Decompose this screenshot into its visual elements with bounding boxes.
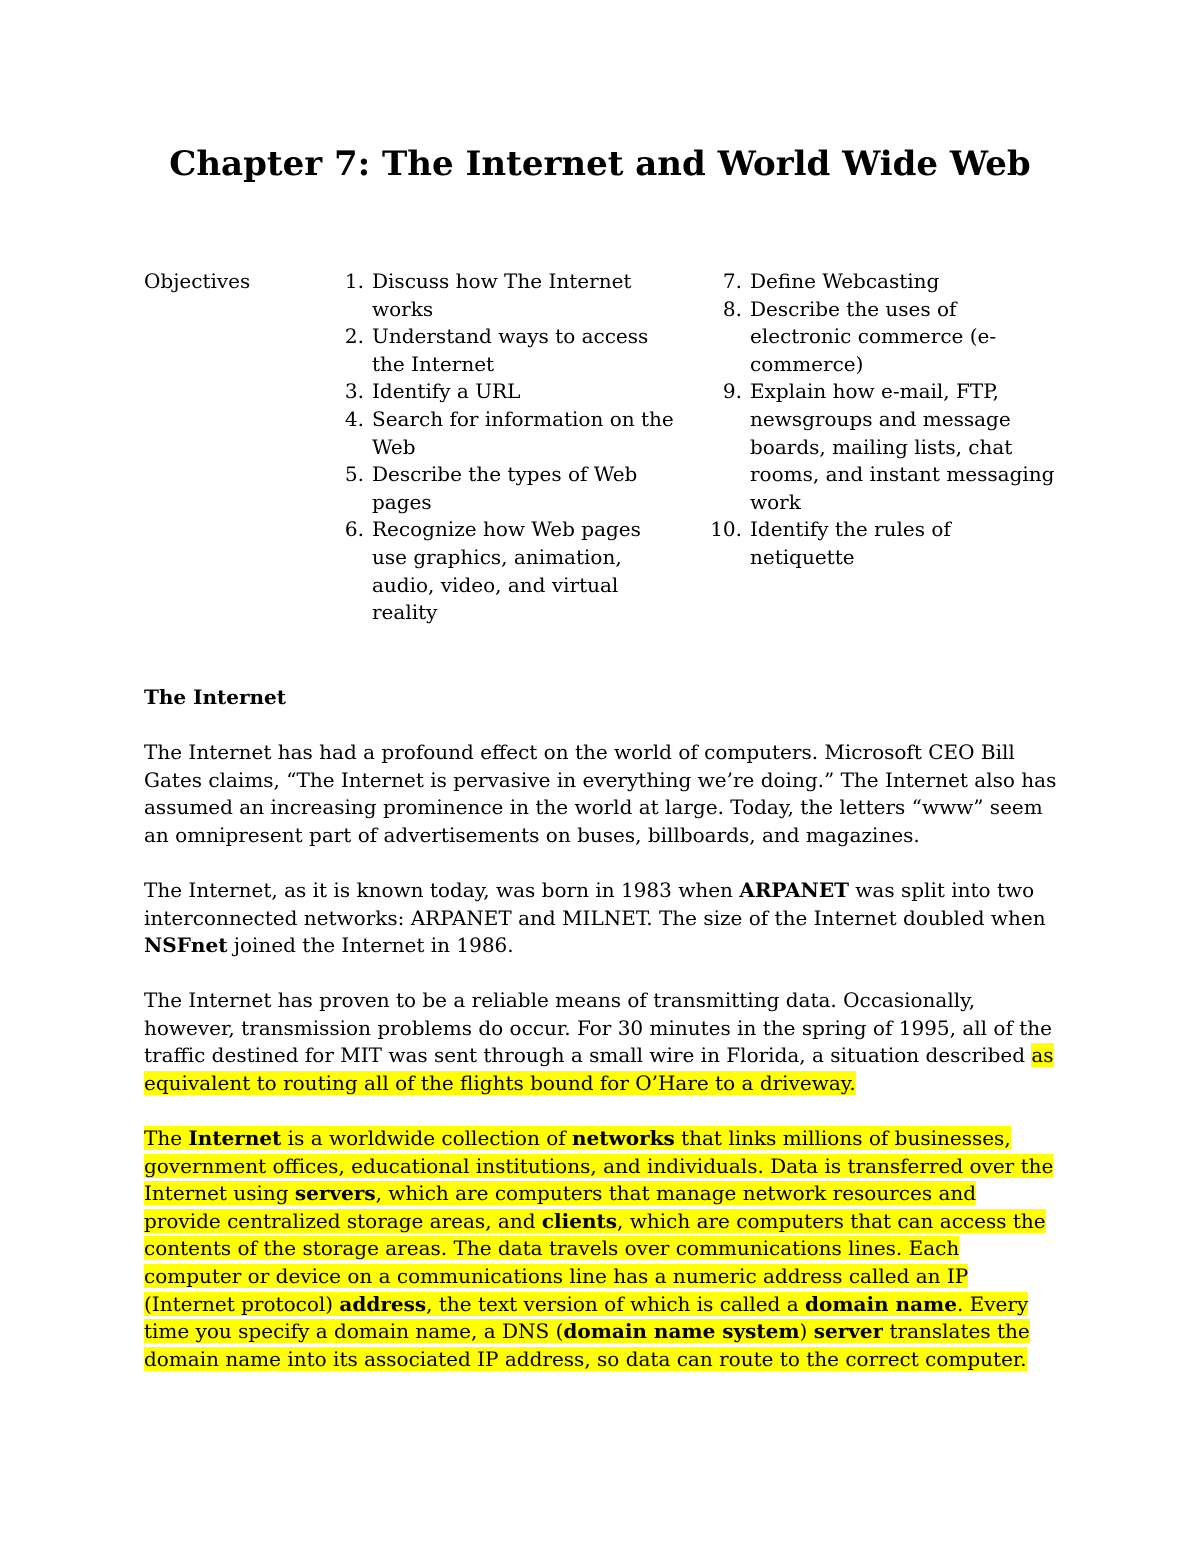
objective-text: Discuss how The Internet works bbox=[372, 269, 632, 321]
objective-text: Identify the rules of netiquette bbox=[750, 517, 951, 569]
objective-item bbox=[708, 378, 1058, 516]
text-run: The Internet, as it is known today, was born in 1983 when bbox=[144, 878, 740, 902]
highlighted-text: . Every time you specify a domain name, a DNS ( bbox=[144, 1291, 1029, 1344]
bold-term: servers bbox=[294, 1181, 376, 1206]
text-run: The Internet has had a profound effect on the world of computers. Microsoft CEO Bill Gates claims, “The Internet is pervasive in everything we’re doing.” The Internet also has assumed an increasing prominence in the world at large. Today, the letters “www” seem an omnipresent part of advertisements on buses, billboards, and magazines. bbox=[144, 740, 1057, 847]
highlighted-text: The bbox=[144, 1126, 189, 1150]
bold-term: clients bbox=[541, 1208, 618, 1233]
objective-number: 1. bbox=[344, 269, 364, 293]
highlighted-text: , the text version of which is called a bbox=[426, 1291, 805, 1316]
objective-number: 10. bbox=[710, 517, 742, 542]
objectives-list-right bbox=[708, 268, 1058, 572]
bold-term: NSFnet bbox=[144, 933, 228, 958]
objective-item bbox=[708, 268, 1058, 296]
highlighted-text: is a worldwide collection of bbox=[281, 1126, 573, 1150]
highlighted-text: that links millions of businesses, government offices, educational institutions, and individuals. Data is transferred over the Internet using bbox=[144, 1126, 1054, 1206]
objective-item bbox=[708, 516, 1058, 571]
objective-text: Search for information on the Web bbox=[372, 406, 674, 459]
objective-number: 2. bbox=[344, 324, 364, 349]
objective-text: Describe the uses of electronic commerce (e-commerce) bbox=[750, 296, 997, 376]
objective-text: Recognize how Web pages use graphics, animation, audio, video, and virtual reality bbox=[372, 517, 641, 625]
bold-term: Internet bbox=[188, 1126, 282, 1150]
bold-term: domain name bbox=[805, 1291, 957, 1316]
objective-text: Describe the types of Web pages bbox=[372, 462, 638, 514]
objective-item bbox=[708, 296, 1058, 379]
paragraph-intro bbox=[144, 739, 1059, 849]
bold-term: domain name system bbox=[563, 1319, 800, 1344]
bold-term: ARPANET bbox=[739, 878, 849, 902]
objective-number: 5. bbox=[344, 462, 364, 487]
highlighted-text: , which are computers that can access the contents of the storage areas. The data travels over communications lines. Each computer or device on a communications line has a numeric address called an IP (Internet protocol) bbox=[144, 1208, 1046, 1316]
text-run: was split into two interconnected networks: ARPANET and MILNET. The size of the Internet doubled when bbox=[144, 878, 1046, 930]
bold-term: server bbox=[813, 1319, 884, 1344]
objective-item bbox=[330, 406, 675, 461]
objective-number: 7. bbox=[722, 269, 742, 293]
objective-number: 9. bbox=[722, 379, 742, 404]
objective-text: Understand ways to access the Internet bbox=[372, 324, 649, 376]
highlighted-text: translates the domain name into its associated IP address, so data can route to the correct computer. bbox=[144, 1319, 1030, 1371]
objective-item bbox=[330, 268, 675, 323]
section-heading: The Internet bbox=[144, 685, 287, 709]
paragraph-reliability bbox=[144, 987, 1059, 1097]
highlighted-text: , which are computers that manage network resources and provide centralized storage areas, and bbox=[144, 1181, 977, 1233]
objectives-label: Objectives bbox=[144, 269, 251, 293]
text-run: joined the Internet in 1986. bbox=[227, 933, 514, 958]
text-run: The Internet has proven to be a reliable means of transmitting data. Occasionally, however, transmission problems do occur. For 30 minutes in the spring of 1995, all of the traffic destined for MIT was sent through a small wire in Florida, a situation described bbox=[144, 988, 1052, 1068]
objective-number: 6. bbox=[344, 517, 364, 542]
objective-number: 4. bbox=[344, 406, 364, 431]
objective-number: 3. bbox=[344, 379, 364, 404]
objective-text: Identify a URL bbox=[372, 379, 521, 404]
objective-item bbox=[330, 378, 675, 406]
objective-text: Explain how e-mail, FTP, newsgroups and message boards, mailing lists, chat rooms, and instant messaging work bbox=[750, 379, 1055, 514]
objective-number: 8. bbox=[722, 296, 742, 321]
paragraph-definition bbox=[144, 1125, 1059, 1373]
objective-item bbox=[330, 516, 675, 626]
paragraph-history bbox=[144, 877, 1059, 960]
bold-term: networks bbox=[572, 1126, 675, 1150]
bold-term: address bbox=[339, 1291, 427, 1316]
page-title: Chapter 7: The Internet and World Wide Web bbox=[169, 144, 1031, 184]
objective-text: Define Webcasting bbox=[750, 269, 940, 293]
objective-item bbox=[330, 323, 675, 378]
objective-item bbox=[330, 461, 675, 516]
highlighted-text: ) bbox=[799, 1319, 814, 1344]
highlighted-text: as equivalent to routing all of the flights bound for O’Hare to a driveway. bbox=[144, 1043, 1054, 1095]
objectives-list-left bbox=[330, 268, 675, 627]
